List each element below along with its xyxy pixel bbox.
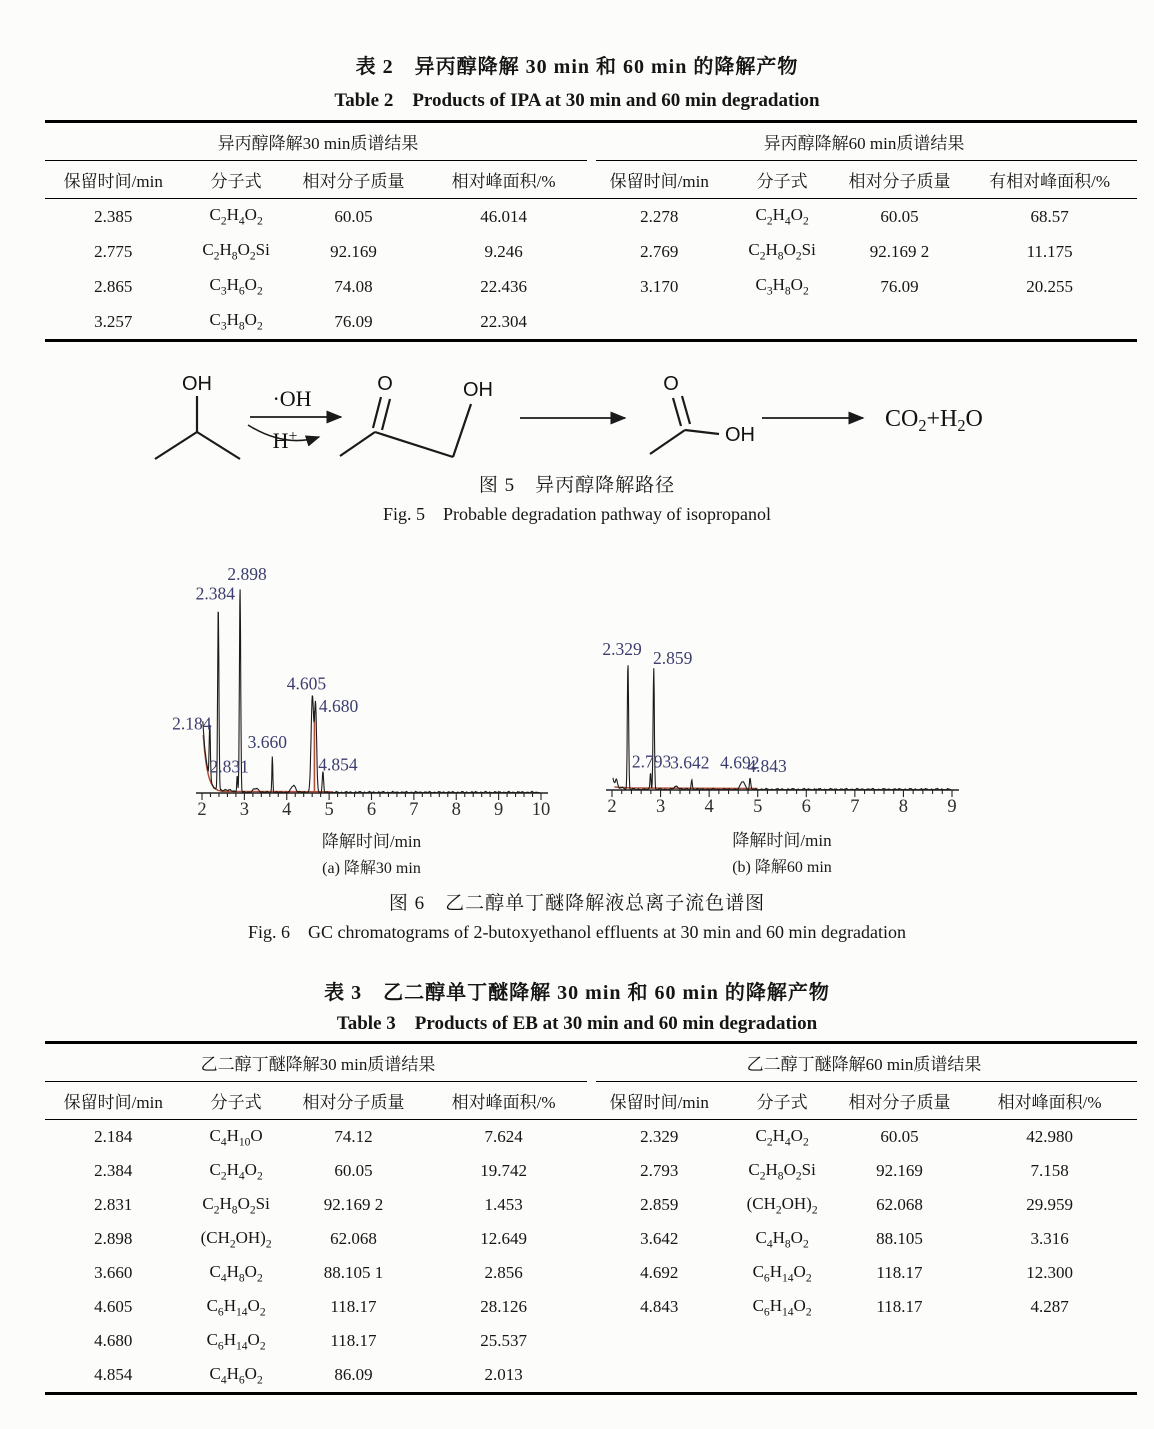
cell-relative-peak-area: 7.624 — [484, 1127, 523, 1146]
cell-relative-molecular-mass: 60.05 — [880, 1127, 919, 1146]
cell-relative-molecular-mass: 92.169 2 — [323, 1195, 384, 1214]
table-half — [45, 1120, 591, 1392]
tick-label: 4 — [704, 797, 714, 817]
group-header-row — [45, 1044, 1137, 1081]
table-row — [591, 1290, 1137, 1324]
cell-relative-peak-area: 25.537 — [480, 1331, 527, 1350]
tick-label: 2 — [607, 797, 617, 817]
cell-retention-time: 2.184 — [94, 1127, 133, 1146]
cell-retention-time: 2.793 — [640, 1161, 679, 1180]
table-row — [45, 234, 591, 269]
peak-label: 2.384 — [195, 583, 235, 604]
cell-relative-peak-area: 28.126 — [480, 1297, 527, 1316]
sub-caption: (a) 降解30 min — [322, 860, 421, 877]
column-header: 分子式 — [210, 172, 262, 191]
cell-retention-time: 3.660 — [94, 1263, 133, 1282]
peak-label: 2.184 — [172, 713, 212, 734]
acid-c-oh-bond — [685, 430, 719, 434]
cell-relative-peak-area: 22.304 — [480, 311, 527, 331]
cell-molecular-formula: $C_6H_{14}O_2$ — [206, 1329, 266, 1353]
cell-relative-peak-area: 42.980 — [1026, 1127, 1073, 1146]
group-header: 异丙醇降解30 min质谱结果 — [217, 134, 419, 153]
tick-label: 2 — [197, 800, 207, 820]
cell-molecular-formula: $C_6H_{14}O_2$ — [206, 1295, 266, 1319]
table-row — [591, 1222, 1137, 1256]
tick-label: 6 — [366, 800, 377, 820]
peak-label: 2.898 — [227, 564, 267, 584]
group-underline-segment — [45, 1081, 587, 1082]
cell-relative-peak-area: 12.300 — [1026, 1263, 1073, 1282]
cell-relative-peak-area: 29.959 — [1026, 1195, 1073, 1214]
column-header: 分子式 — [210, 1093, 262, 1112]
cell-relative-molecular-mass: 74.12 — [334, 1127, 373, 1146]
table-row — [45, 1154, 591, 1188]
column-header: 相对峰面积/% — [997, 1093, 1102, 1112]
cell-molecular-formula: $C_6H_{14}O_2$ — [752, 1295, 812, 1319]
cell-relative-molecular-mass: 118.17 — [330, 1331, 377, 1350]
cell-relative-molecular-mass: 62.068 — [330, 1229, 377, 1248]
cell-relative-molecular-mass: 76.09 — [334, 311, 373, 331]
cell-molecular-formula: $C_2H_4O_2$ — [209, 1159, 263, 1183]
cell-molecular-formula: $C_4H_8O_2$ — [209, 1261, 263, 1285]
group-underline-segment — [596, 1081, 1138, 1082]
tick-label: 8 — [451, 800, 461, 820]
cell-molecular-formula: $C_4H_8O_2$ — [755, 1227, 809, 1251]
column-header-half — [45, 1088, 591, 1113]
table-row — [45, 199, 591, 234]
table-half — [591, 1120, 1137, 1324]
x-axis-label: 降解时间/min — [732, 831, 832, 850]
cell-molecular-formula: $C_2H_4O_2$ — [209, 205, 263, 228]
cell-relative-molecular-mass: 92.169 2 — [869, 241, 930, 261]
chromatogram-60min — [585, 598, 1025, 888]
table-row — [591, 1256, 1137, 1290]
peak-label: 4.605 — [286, 673, 327, 694]
table-row — [45, 1222, 591, 1256]
table2-title-en: Table 2 Products of IPA at 30 min and 60 min degradation — [334, 90, 820, 111]
cell-molecular-formula: $(CH_2OH)_2$ — [200, 1227, 272, 1251]
cell-molecular-formula: $C_2H_4O_2$ — [755, 1125, 809, 1149]
peak-label: 3.660 — [247, 732, 287, 753]
fig5-caption-en: Fig. 5 Probable degradation pathway of isopropanol — [383, 504, 771, 524]
fig5-label-ketone-oh: OH — [463, 379, 493, 401]
cell-relative-peak-area: 19.742 — [480, 1161, 527, 1180]
cell-relative-peak-area: 2.013 — [484, 1365, 523, 1384]
tick-label: 3 — [239, 800, 249, 820]
table-row — [45, 304, 591, 339]
tick-label: 3 — [655, 797, 666, 817]
fig5-label-co2-h2o: $CO_2+H_2O$ — [885, 406, 983, 435]
ketone-ch2-oh-bond — [453, 404, 471, 457]
cell-relative-peak-area: 7.158 — [1030, 1161, 1069, 1180]
cell-relative-peak-area: 20.255 — [1026, 276, 1073, 296]
column-header-half — [591, 1088, 1137, 1113]
column-header: 保留时间/min — [63, 172, 163, 191]
cell-relative-molecular-mass: 88.105 1 — [323, 1263, 384, 1282]
cell-molecular-formula: $C_2H_8O_2Si$ — [202, 1193, 270, 1217]
peak-label: 2.329 — [602, 639, 642, 659]
table2 — [45, 120, 1137, 342]
column-header: 保留时间/min — [609, 1093, 709, 1112]
cell-retention-time: 3.257 — [94, 311, 133, 331]
table-row — [45, 1188, 591, 1222]
cell-relative-peak-area: 11.175 — [1026, 241, 1073, 261]
cell-retention-time: 2.859 — [640, 1195, 679, 1214]
table-row — [45, 1120, 591, 1154]
ketone-chain-bond — [375, 432, 453, 457]
column-header: 相对分子质量 — [848, 172, 951, 191]
cell-retention-time: 4.692 — [640, 1263, 679, 1282]
column-header-half — [45, 167, 591, 192]
column-header: 相对峰面积/% — [451, 172, 556, 191]
fig5-label-hydroxyl-radical: ·OH — [272, 386, 312, 411]
cell-retention-time: 2.775 — [94, 241, 133, 261]
cell-molecular-formula: $C_3H_8O_2$ — [209, 310, 263, 333]
peak-label: 2.831 — [209, 756, 249, 777]
table-half — [45, 199, 591, 339]
cell-relative-molecular-mass: 92.169 — [330, 241, 377, 261]
acid-double-bond — [682, 396, 690, 424]
ketone-double-bond — [373, 397, 381, 428]
peak-label: 2.793 — [631, 751, 672, 772]
peak-label: 4.680 — [318, 695, 359, 716]
fig5-label-ketone-o: O — [377, 373, 393, 395]
cell-molecular-formula: $C_2H_8O_2Si$ — [748, 240, 816, 263]
fig5-caption-zh: 图 5 异丙醇降解路径 — [478, 475, 676, 496]
tick-label: 8 — [898, 797, 909, 817]
cell-retention-time: 4.605 — [94, 1297, 133, 1316]
cell-relative-peak-area: 1.453 — [484, 1195, 523, 1214]
cell-relative-molecular-mass: 76.09 — [880, 276, 919, 296]
cell-retention-time: 4.680 — [94, 1331, 133, 1350]
peak-label: 4.692 — [720, 752, 760, 773]
cell-retention-time: 4.843 — [640, 1297, 679, 1316]
group-underline-segment — [596, 160, 1138, 161]
cell-relative-peak-area: 9.246 — [484, 241, 523, 261]
table-row — [45, 269, 591, 304]
cell-retention-time: 2.898 — [94, 1229, 133, 1248]
column-header: 有相对峰面积/% — [989, 172, 1111, 191]
cell-relative-peak-area: 3.316 — [1030, 1229, 1069, 1248]
isopropanol-methyl-bond — [197, 432, 240, 459]
tick-label: 7 — [409, 800, 419, 820]
cell-relative-peak-area: 4.287 — [1030, 1297, 1069, 1316]
chromatogram-30min — [150, 553, 580, 888]
cell-molecular-formula: $C_2H_8O_2Si$ — [748, 1159, 816, 1183]
column-header-row — [45, 1082, 1137, 1120]
cell-relative-molecular-mass: 118.17 — [876, 1297, 923, 1316]
table-row — [45, 1290, 591, 1324]
table-row — [591, 269, 1137, 304]
peak-label: 2.859 — [653, 648, 693, 669]
group-header-row — [45, 123, 1137, 160]
fig5-label-acid-oh: OH — [725, 424, 755, 446]
fig6-caption-zh: 图 6 乙二醇单丁醚降解液总离子流色谱图 — [388, 893, 766, 914]
cell-molecular-formula: $C_2H_8O_2Si$ — [202, 240, 270, 263]
cell-relative-peak-area: 68.57 — [1030, 206, 1069, 226]
table-row — [591, 1154, 1137, 1188]
table-row — [591, 234, 1137, 269]
tick-label: 7 — [850, 797, 860, 817]
cell-retention-time: 3.170 — [640, 276, 679, 296]
table-body — [45, 1120, 1137, 1392]
tick-label: 6 — [801, 797, 811, 817]
cell-relative-molecular-mass: 62.068 — [876, 1195, 923, 1214]
tick-label: 9 — [947, 797, 957, 817]
cell-relative-molecular-mass: 86.09 — [334, 1365, 373, 1384]
peak-label: 3.642 — [670, 752, 710, 773]
column-header: 分子式 — [756, 172, 808, 191]
fig5-label-isopropanol-oh: OH — [182, 373, 212, 395]
cell-relative-molecular-mass: 88.105 — [876, 1229, 923, 1248]
trace — [203, 589, 540, 792]
ketone-methyl-bond — [340, 432, 375, 456]
acid-double-bond — [673, 398, 681, 426]
cell-relative-molecular-mass: 60.05 — [334, 206, 373, 226]
group-header: 乙二醇丁醚降解60 min质谱结果 — [746, 1055, 982, 1074]
cell-relative-peak-area: 46.014 — [480, 206, 527, 226]
cell-retention-time: 3.642 — [640, 1229, 679, 1248]
column-header: 保留时间/min — [609, 172, 709, 191]
table2-title-zh: 表 2 异丙醇降解 30 min 和 60 min 的降解产物 — [355, 56, 799, 78]
table3-title-zh: 表 3 乙二醇单丁醚降解 30 min 和 60 min 的降解产物 — [324, 982, 830, 1004]
cell-relative-molecular-mass: 118.17 — [330, 1297, 377, 1316]
isopropanol-methyl-bond — [155, 432, 197, 459]
cell-molecular-formula: $C_4H_{10}O$ — [209, 1125, 263, 1149]
cell-molecular-formula: $(CH_2OH)_2$ — [746, 1193, 818, 1217]
cell-retention-time: 2.769 — [640, 241, 679, 261]
cell-retention-time: 2.329 — [640, 1127, 679, 1146]
table-row — [591, 1188, 1137, 1222]
cell-relative-peak-area: 22.436 — [480, 276, 527, 296]
column-header: 相对分子质量 — [302, 172, 405, 191]
fig5-reaction-scheme — [57, 362, 1097, 477]
column-header: 保留时间/min — [63, 1093, 163, 1112]
cell-retention-time: 2.385 — [94, 206, 133, 226]
cell-retention-time: 2.278 — [640, 206, 679, 226]
column-header: 相对分子质量 — [302, 1093, 405, 1112]
cell-relative-molecular-mass: 92.169 — [876, 1161, 923, 1180]
cell-relative-molecular-mass: 118.17 — [876, 1263, 923, 1282]
cell-relative-molecular-mass: 60.05 — [880, 206, 919, 226]
peak-label: 4.843 — [747, 756, 787, 777]
table-row — [45, 1256, 591, 1290]
column-header: 相对峰面积/% — [451, 1093, 556, 1112]
tick-label: 5 — [324, 800, 334, 820]
cell-relative-peak-area: 2.856 — [484, 1263, 523, 1282]
cell-molecular-formula: $C_4H_6O_2$ — [209, 1363, 263, 1387]
tick-label: 10 — [531, 800, 551, 820]
ketone-double-bond — [382, 399, 390, 430]
table-row — [45, 1358, 591, 1392]
column-header-half — [591, 167, 1137, 192]
cell-retention-time: 2.865 — [94, 276, 133, 296]
table-body — [45, 199, 1137, 339]
table-row — [45, 1324, 591, 1358]
table-half — [591, 199, 1137, 304]
cell-molecular-formula: $C_6H_{14}O_2$ — [752, 1261, 812, 1285]
acid-methyl-bond — [650, 430, 685, 454]
table-row — [591, 1120, 1137, 1154]
column-header: 相对分子质量 — [848, 1093, 951, 1112]
tick-label: 9 — [494, 800, 504, 820]
cell-relative-molecular-mass: 60.05 — [334, 1161, 373, 1180]
sub-caption: (b) 降解60 min — [732, 859, 832, 876]
table3-title-en: Table 3 Products of EB at 30 min and 60 min degradation — [336, 1013, 818, 1034]
fig5-label-h-plus: H+ — [272, 428, 298, 453]
table3 — [45, 1041, 1137, 1395]
fig6-caption-en: Fig. 6 GC chromatograms of 2-butoxyethanol effluents at 30 min and 60 min degradation — [247, 922, 907, 942]
cell-retention-time: 2.831 — [94, 1195, 133, 1214]
cell-retention-time: 2.384 — [94, 1161, 133, 1180]
peak-label: 4.854 — [318, 754, 358, 775]
table-row — [591, 199, 1137, 234]
group-underline-segment — [45, 160, 587, 161]
fig5-label-acid-o: O — [663, 373, 679, 395]
x-axis-label: 降解时间/min — [321, 832, 422, 851]
cell-molecular-formula: $C_3H_6O_2$ — [209, 275, 263, 298]
cell-molecular-formula: $C_2H_4O_2$ — [755, 205, 809, 228]
cell-relative-peak-area: 12.649 — [480, 1229, 527, 1248]
column-header: 分子式 — [756, 1093, 808, 1112]
group-header: 乙二醇丁醚降解30 min质谱结果 — [200, 1055, 436, 1074]
group-header: 异丙醇降解60 min质谱结果 — [763, 134, 965, 153]
tick-label: 4 — [282, 800, 292, 820]
tick-label: 5 — [753, 797, 763, 817]
column-header-row — [45, 161, 1137, 199]
cell-retention-time: 4.854 — [94, 1365, 133, 1384]
cell-relative-molecular-mass: 74.08 — [334, 276, 373, 296]
cell-molecular-formula: $C_3H_8O_2$ — [755, 275, 809, 298]
